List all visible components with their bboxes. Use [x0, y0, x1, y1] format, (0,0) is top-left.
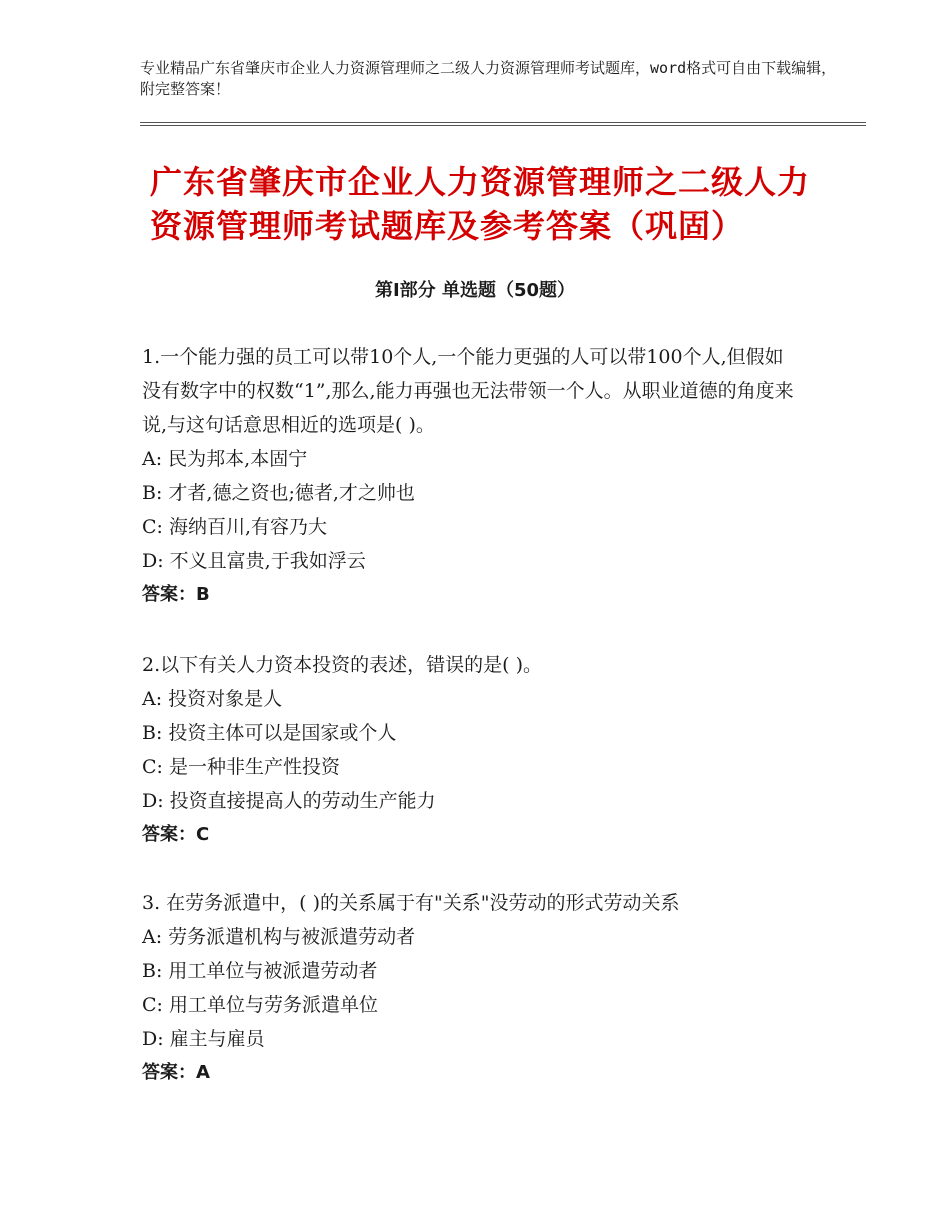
header-rule-top: [140, 122, 866, 123]
header-note: 专业精品广东省肇庆市企业人力资源管理师之二级人力资源管理师考试题库，word格式可自由下载编辑，附完整答案！: [140, 59, 837, 98]
option-b: B: 才者,德之资也;德者,才之帅也: [142, 482, 415, 504]
header-rule-bottom: [140, 125, 866, 126]
question-stem: 2.以下有关人力资本投资的表述，错误的是( )。: [142, 654, 542, 676]
question-2: [142, 648, 802, 852]
answer: 答案：C: [142, 824, 210, 845]
option-a: A: 投资对象是人: [142, 688, 283, 710]
answer: 答案：B: [142, 584, 210, 605]
document-title: 广东省肇庆市企业人力资源管理师之二级人力资源管理师考试题库及参考答案（巩固）: [150, 163, 811, 245]
option-c: C: 用工单位与劳务派遣单位: [142, 994, 378, 1016]
option-d: D: 雇主与雇员: [142, 1028, 265, 1050]
option-b: B: 投资主体可以是国家或个人: [142, 722, 397, 744]
option-a: A: 劳务派遣机构与被派遣劳动者: [142, 926, 416, 948]
section-heading: 第Ⅰ部分 单选题（50题）: [374, 280, 575, 301]
option-d: D: 不义且富贵,于我如浮云: [142, 550, 366, 572]
option-d: D: 投资直接提高人的劳动生产能力: [142, 790, 436, 812]
option-b: B: 用工单位与被派遣劳动者: [142, 960, 378, 982]
question-stem: 1.一个能力强的员工可以带10个人,一个能力更强的人可以带100个人,但假如没有数字中的权数“1”,那么,能力再强也无法带领一个人。从职业道德的角度来说,与这句话意思相近的选项是( )。: [142, 346, 794, 436]
option-a: A: 民为邦本,本固宁: [142, 448, 308, 470]
question-1: [142, 340, 802, 612]
answer: 答案：A: [142, 1062, 210, 1083]
option-c: C: 是一种非生产性投资: [142, 756, 340, 778]
question-3: [142, 886, 802, 1090]
question-stem: 3. 在劳务派遣中，( )的关系属于有"关系"没劳动的形式劳动关系: [142, 892, 680, 914]
option-c: C: 海纳百川,有容乃大: [142, 516, 328, 538]
